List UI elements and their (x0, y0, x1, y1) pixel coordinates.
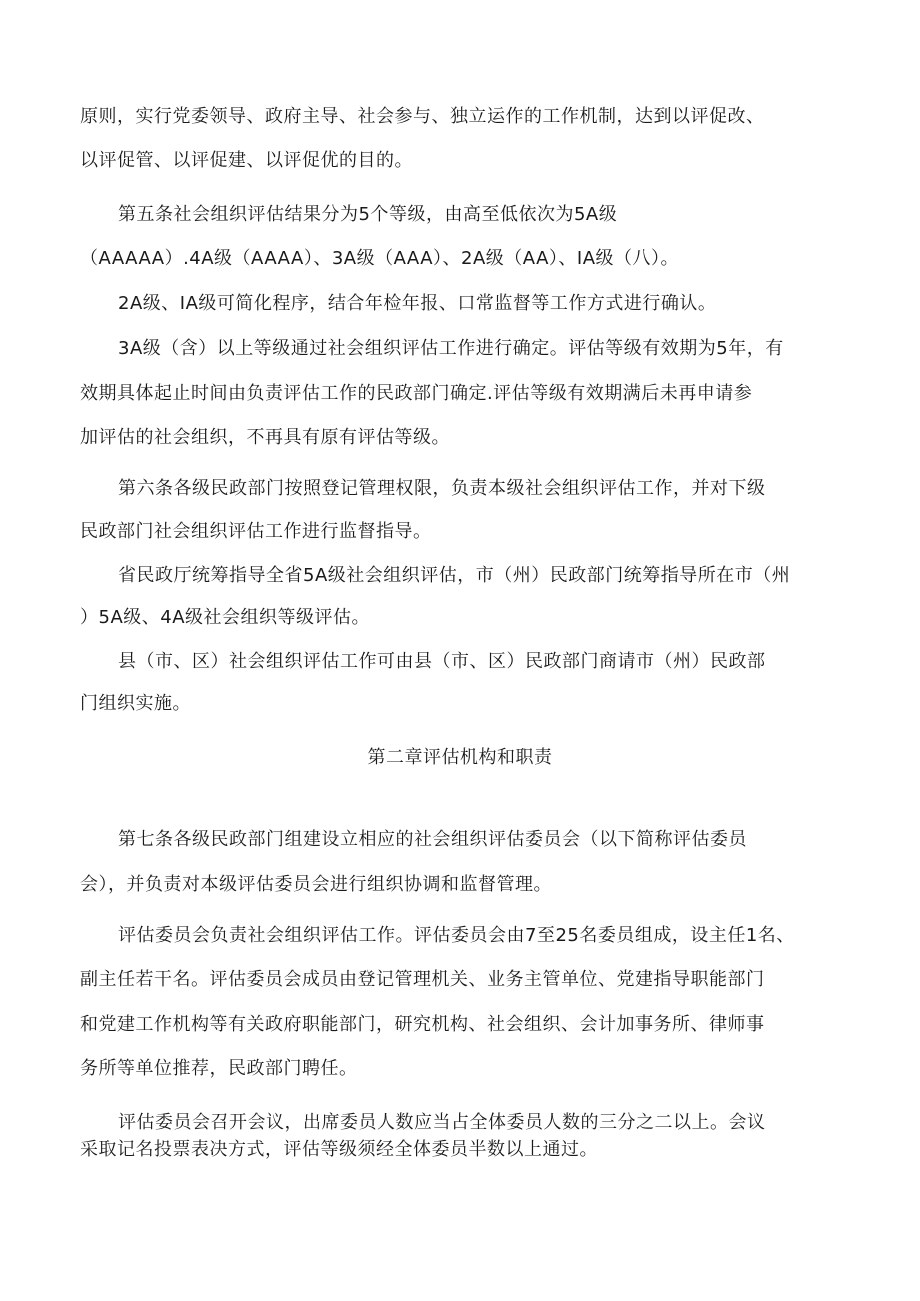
article-7-line-8: 采取记名投票表决方式，评估等级须经全体委员半数以上通过。 (80, 1139, 598, 1160)
article-7-line-4: 副主任若干名。评估委员会成员由登记管理机关、业务主管单位、党建指导职能部门 (80, 969, 765, 990)
chapter-heading: 第二章评估机构和职责 (367, 747, 553, 768)
text-line-2: 以评促管、以评促建、以评促优的目的。 (80, 150, 413, 171)
article-5-line-1: 第五条社会组织评估结果分为5个等级，由高至低依次为5A级 (118, 204, 618, 225)
article-6-line-1: 第六条各级民政部门按照登记管理权限，负责本级社会组织评估工作，并对下级 (118, 478, 766, 499)
article-5-line-2: （AAAAA）.4A级（AAAA）、3A级（AAA）、2A级（AA）、IA级（八）。 (80, 248, 680, 269)
article-6-line-2: 民政部门社会组织评估工作进行监督指导。 (80, 521, 432, 542)
article-5-line-3: 2A级、IA级可简化程序，结合年检年报、口常监督等工作方式进行确认。 (118, 293, 717, 314)
article-7-line-7: 评估委员会召开会议，出席委员人数应当占全体委员人数的三分之二以上。会议 (118, 1112, 766, 1133)
article-7-line-1: 第七条各级民政部门组建设立相应的社会组织评估委员会（以下简称评估委员 (118, 829, 747, 850)
article-6-line-5: 县（市、区）社会组织评估工作可由县（市、区）民政部门商请市（州）民政部 (118, 651, 766, 672)
article-7-line-2: 会），并负责对本级评估委员会进行组织协调和监督管理。 (80, 874, 552, 895)
article-5-line-5: 效期具体起止时间由负责评估工作的民政部门确定.评估等级有效期满后未再申请参 (80, 383, 753, 404)
article-5-line-4: 3A级（含）以上等级通过社会组织评估工作进行确定。评估等级有效期为5年，有 (118, 338, 784, 359)
text-line-1: 原则，实行党委领导、政府主导、社会参与、独立运作的工作机制，达到以评促改、 (80, 106, 765, 127)
article-7-line-3: 评估委员会负责社会组织评估工作。评估委员会由7至25名委员组成，设主任1名、 (118, 925, 795, 946)
article-7-line-6: 务所等单位推荐，民政部门聘任。 (80, 1058, 358, 1079)
article-6-line-4: ）5A级、4A级社会组织等级评估。 (80, 607, 371, 628)
article-6-line-3: 省民政厅统筹指导全省5A级社会组织评估，市（州）民政部门统筹指导所在市（州 (118, 565, 791, 586)
article-5-line-6: 加评估的社会组织，不再具有原有评估等级。 (80, 427, 450, 448)
article-6-line-6: 门组织实施。 (80, 693, 191, 714)
article-7-line-5: 和党建工作机构等有关政府职能部门，研究机构、社会组织、会计加事务所、律师事 (80, 1014, 765, 1035)
